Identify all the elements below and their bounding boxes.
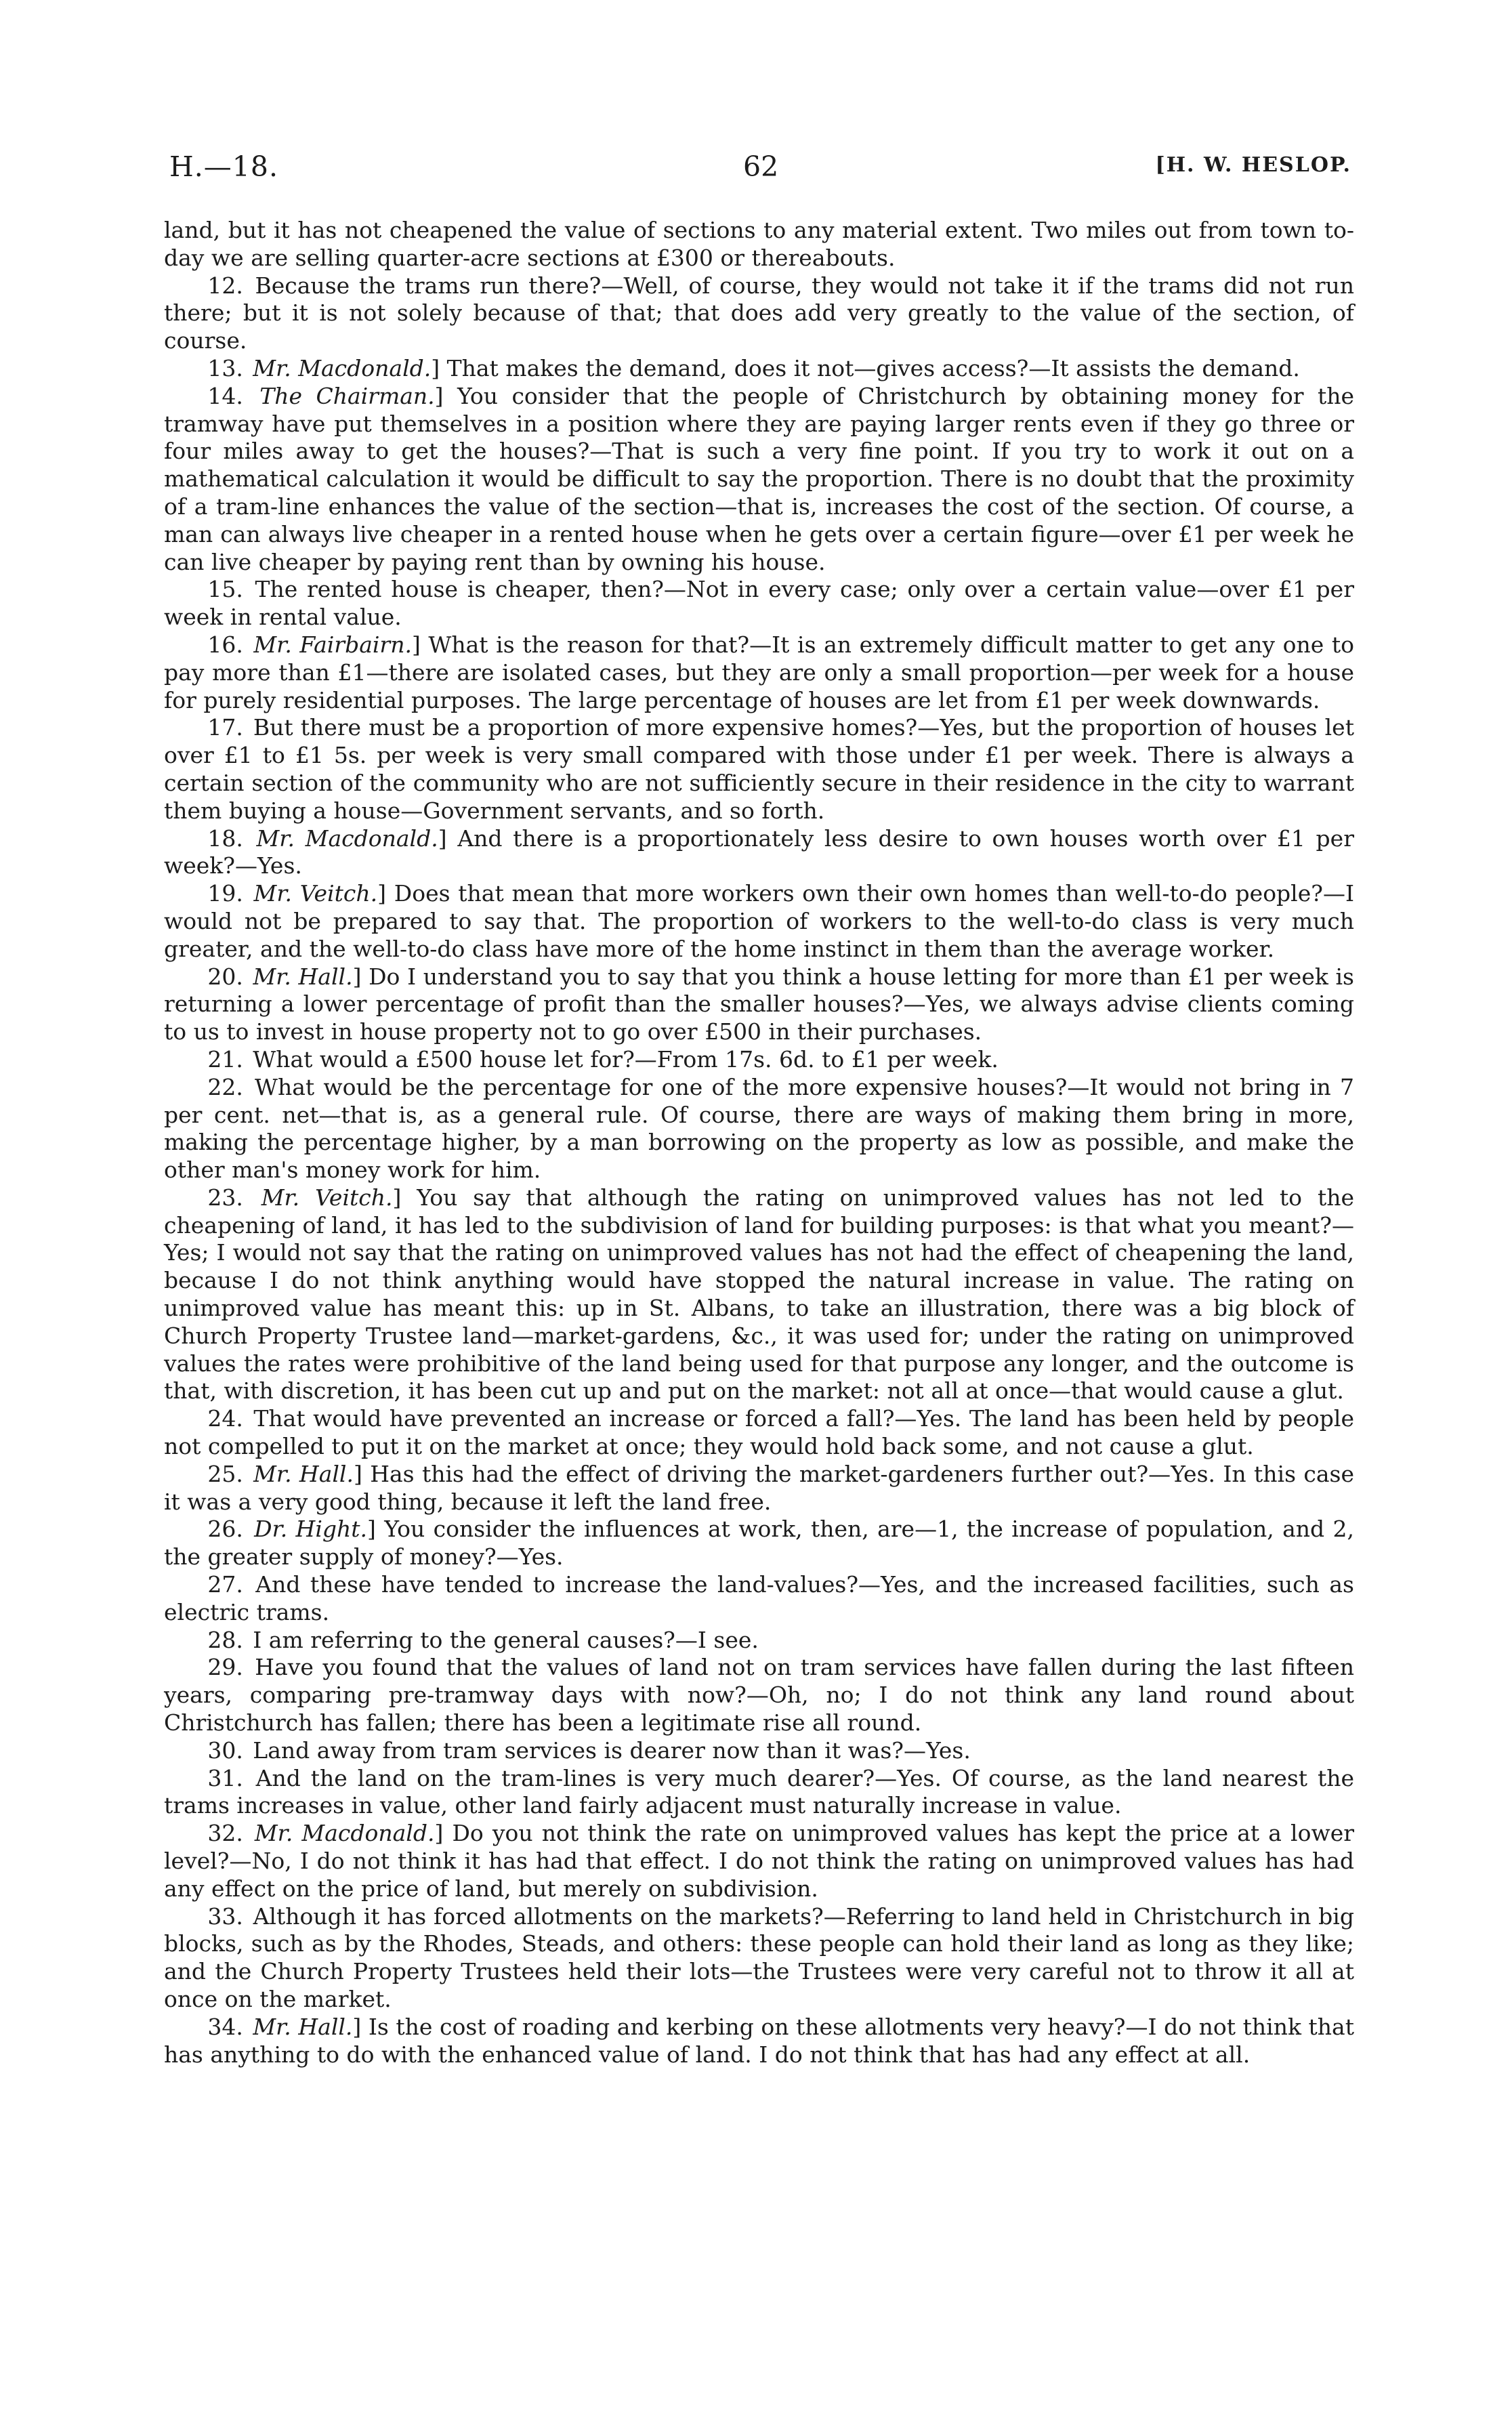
speaker-name: Mr. Macdonald. bbox=[256, 825, 438, 852]
question-number: 31. bbox=[207, 1764, 243, 1791]
paragraph-text: Although it has forced allotments on the markets?—Referring to land held in Christchurch in big blocks, such as by the Rhodes, Steads, and others: these people can hold their land as long as they like; and the Church Property Trustees held their lots—the Trustees were very careful not to throw it all at once on the market. bbox=[164, 1902, 1354, 2012]
question-number: 30. bbox=[207, 1737, 243, 1764]
paragraph-text: ] And there is a proportionately less desire to own houses worth over £1 per week?—Yes. bbox=[164, 825, 1354, 879]
speaker-name: Mr. Hall. bbox=[253, 963, 353, 990]
question-number: 15. bbox=[207, 576, 243, 603]
question-number: 13. bbox=[207, 354, 243, 381]
question-number: 22. bbox=[207, 1073, 243, 1100]
paragraph bbox=[164, 576, 1354, 631]
question-number: 18. bbox=[207, 825, 243, 852]
paragraph-text: land, but it has not cheapened the value of sections to any material extent. Two miles out from town to-day we are selling quarter-acre sections at £300 or thereabouts. bbox=[164, 217, 1354, 271]
paragraph bbox=[164, 1737, 1354, 1765]
question-number: 19. bbox=[207, 880, 243, 907]
question-number: 32. bbox=[207, 1820, 243, 1847]
paragraph bbox=[164, 217, 1354, 272]
paragraph bbox=[164, 631, 1354, 714]
paragraph-text: ] You consider the influences at work, then, are—1, the increase of population, and 2, the greater supply of money?—Yes. bbox=[164, 1516, 1354, 1571]
paragraph bbox=[164, 1074, 1354, 1184]
paragraph bbox=[164, 1903, 1354, 2014]
paragraph-text: ] Has this had the effect of driving the market-gardeners further out?—Yes. In this case it was a very good thing, because it left the land free. bbox=[164, 1460, 1354, 1515]
question-number: 12. bbox=[207, 272, 243, 299]
page-number: 62 bbox=[743, 150, 779, 183]
speaker-name: Mr. Veitch. bbox=[261, 1184, 393, 1211]
paragraph-text: The rented house is cheaper, then?—Not in every case; only over a certain value—over £1 per week in rental value. bbox=[164, 576, 1354, 631]
evidence-body bbox=[164, 217, 1354, 2068]
speaker-name: Mr. Veitch. bbox=[253, 880, 378, 907]
paragraph-text: ] What is the reason for that?—It is an extremely difficult matter to get any one to pay more than £1—there are isolated cases, but they are only a small proportion—per week for a house for purely residential purposes. The large percentage of houses are let from £1 per week downwards. bbox=[164, 631, 1354, 713]
question-number: 25. bbox=[207, 1460, 243, 1487]
question-number: 26. bbox=[207, 1516, 243, 1543]
question-number: 29. bbox=[207, 1654, 243, 1681]
paragraph-text: Land away from tram services is dearer now than it was?—Yes. bbox=[253, 1737, 971, 1764]
paragraph bbox=[164, 1820, 1354, 1902]
question-number: 27. bbox=[207, 1571, 243, 1598]
paragraph bbox=[164, 1765, 1354, 1821]
paragraph-text: I am referring to the general causes?—I see. bbox=[253, 1626, 759, 1653]
paragraph bbox=[164, 825, 1354, 881]
paragraph bbox=[164, 1461, 1354, 1516]
question-number: 34. bbox=[207, 2013, 243, 2040]
paragraph bbox=[164, 714, 1354, 825]
paragraph bbox=[164, 1046, 1354, 1074]
paragraph bbox=[164, 272, 1354, 355]
paragraph bbox=[164, 1571, 1354, 1627]
paragraph bbox=[164, 1654, 1354, 1737]
paragraph bbox=[164, 880, 1354, 963]
paragraph-text: And these have tended to increase the land-values?—Yes, and the increased facilities, such as electric trams. bbox=[164, 1571, 1354, 1625]
document-page bbox=[164, 136, 1354, 2068]
paragraph-text: ] That makes the demand, does it not—gives access?—It assists the demand. bbox=[431, 354, 1300, 381]
speaker-name: Mr. Macdonald. bbox=[254, 1820, 435, 1847]
question-number: 17. bbox=[207, 714, 243, 741]
paragraph bbox=[164, 1627, 1354, 1655]
speaker-name: Mr. Hall. bbox=[253, 2013, 353, 2040]
question-number: 20. bbox=[207, 963, 243, 990]
paragraph bbox=[164, 383, 1354, 577]
speaker-name: Mr. Fairbairn. bbox=[253, 631, 412, 658]
question-number: 28. bbox=[207, 1626, 243, 1653]
paragraph-text: ] Do I understand you to say that you think a house letting for more than £1 per week is returning a lower percentage of profit than the smaller houses?—Yes, we always advise clients coming to us to invest in house property not to go over £500 in their purchases. bbox=[164, 963, 1354, 1045]
speaker-name: Mr. Macdonald. bbox=[253, 354, 432, 381]
paragraph-text: Because the trams run there?—Well, of course, they would not take it if the trams did not run there; but it is not solely because of that; that does add very greatly to the value of the section, of course. bbox=[164, 272, 1354, 354]
speaker-name: The Chairman. bbox=[259, 382, 435, 409]
paragraph-text: ] Does that mean that more workers own their own homes than well-to-do people?—I would not be prepared to say that. The proportion of workers to the well-to-do class is very much greater, and the well-to-do class have more of the home instinct in them than the average worker. bbox=[164, 880, 1354, 962]
speaker-name: Dr. Hight. bbox=[254, 1516, 368, 1543]
paragraph-text: ] You say that although the rating on unimproved values has not led to the cheapening of land, it has led to the subdivision of land for building purposes: is that what you meant?—Yes; I would not say that the rating on unimproved values has not had the effect of cheapening the land, because I do not think anything would have stopped the natural increase in value. The rating on unimproved value has meant this: up in St. Albans, to take an illustration, there was a big block of Church Property Trustee land—market-gardens, &c., it was used for; under the rating on unimproved values the rates were prohibitive of the land being used for that purpose any longer, and the outcome is that, with discretion, it has been cut up and put on the market: not all at once—that would cause a glut. bbox=[164, 1184, 1354, 1405]
paragraph bbox=[164, 1184, 1354, 1405]
question-number: 14. bbox=[207, 382, 243, 409]
paragraph bbox=[164, 963, 1354, 1046]
paragraph bbox=[164, 2014, 1354, 2069]
paragraph bbox=[164, 1516, 1354, 1571]
paragraph-text: That would have prevented an increase or forced a fall?—Yes. The land has been held by people not compelled to put it on the market at once; they would hold back some, and not cause a glut. bbox=[164, 1405, 1354, 1460]
witness-name: [H. W. HESLOP. bbox=[1155, 153, 1351, 177]
speaker-name: Mr. Hall. bbox=[253, 1460, 354, 1487]
paragraph-text: What would a £500 house let for?—From 17s. 6d. to £1 per week. bbox=[253, 1045, 999, 1073]
paragraph-text: ] Is the cost of roading and kerbing on these allotments very heavy?—I do not think that has anything to do with the enhanced value of land. I do not think that has had any effect at all. bbox=[164, 2013, 1354, 2068]
paragraph-text: ] Do you not think the rate on unimproved values has kept the price at a lower level?—No, I do not think it has had that effect. I do not think the rating on unimproved values has had any effect on the price of land, but merely on subdivision. bbox=[164, 1820, 1355, 1902]
paragraph-text: But there must be a proportion of more expensive homes?—Yes, but the proportion of houses let over £1 to £1 5s. per week is very small compared with those under £1 per week. There is always a certain section of the community who are not sufficiently secure in their residence in the city to warrant them buying a house—Government servants, and so forth. bbox=[164, 714, 1354, 824]
question-number: 24. bbox=[207, 1405, 243, 1432]
page-header bbox=[164, 136, 1354, 196]
paragraph-text: And the land on the tram-lines is very much dearer?—Yes. Of course, as the land nearest the trams increases in value, other land fairly adjacent must naturally increase in value. bbox=[164, 1764, 1354, 1819]
question-number: 23. bbox=[207, 1184, 243, 1211]
paragraph bbox=[164, 355, 1354, 383]
question-number: 33. bbox=[207, 1902, 243, 1930]
paragraph-text: Have you found that the values of land not on tram services have fallen during the last fifteen years, comparing pre-tramway days with now?—Oh, no; I do not think any land round about Christchurch has fallen; there has been a legitimate rise all round. bbox=[164, 1654, 1354, 1737]
paragraph bbox=[164, 1405, 1354, 1461]
question-number: 16. bbox=[207, 631, 243, 658]
paragraph-text: ] You consider that the people of Christchurch by obtaining money for the tramway have put themselves in a position where they are paying larger rents even if they go three or four miles away to get the houses?—That is such a very fine point. If you try to work it out on a mathematical calculation it would be difficult to say the proportion. There is no doubt that the proximity of a tram-line enhances the value of the section—that is, increases the cost of the section. Of course, a man can always live cheaper in a rented house when he gets over a certain figure—over £1 per week he can live cheaper by paying rent than by owning his house. bbox=[164, 382, 1354, 575]
document-reference: H.—18. bbox=[169, 150, 278, 183]
question-number: 21. bbox=[207, 1045, 243, 1073]
paragraph-text: What would be the percentage for one of the more expensive houses?—It would not bring in 7 per cent. net—that is, as a general rule. Of course, there are ways of making them bring in more, making the percentage higher, by a man borrowing on the property as low as possible, and make the other man's money work for him. bbox=[164, 1073, 1354, 1184]
